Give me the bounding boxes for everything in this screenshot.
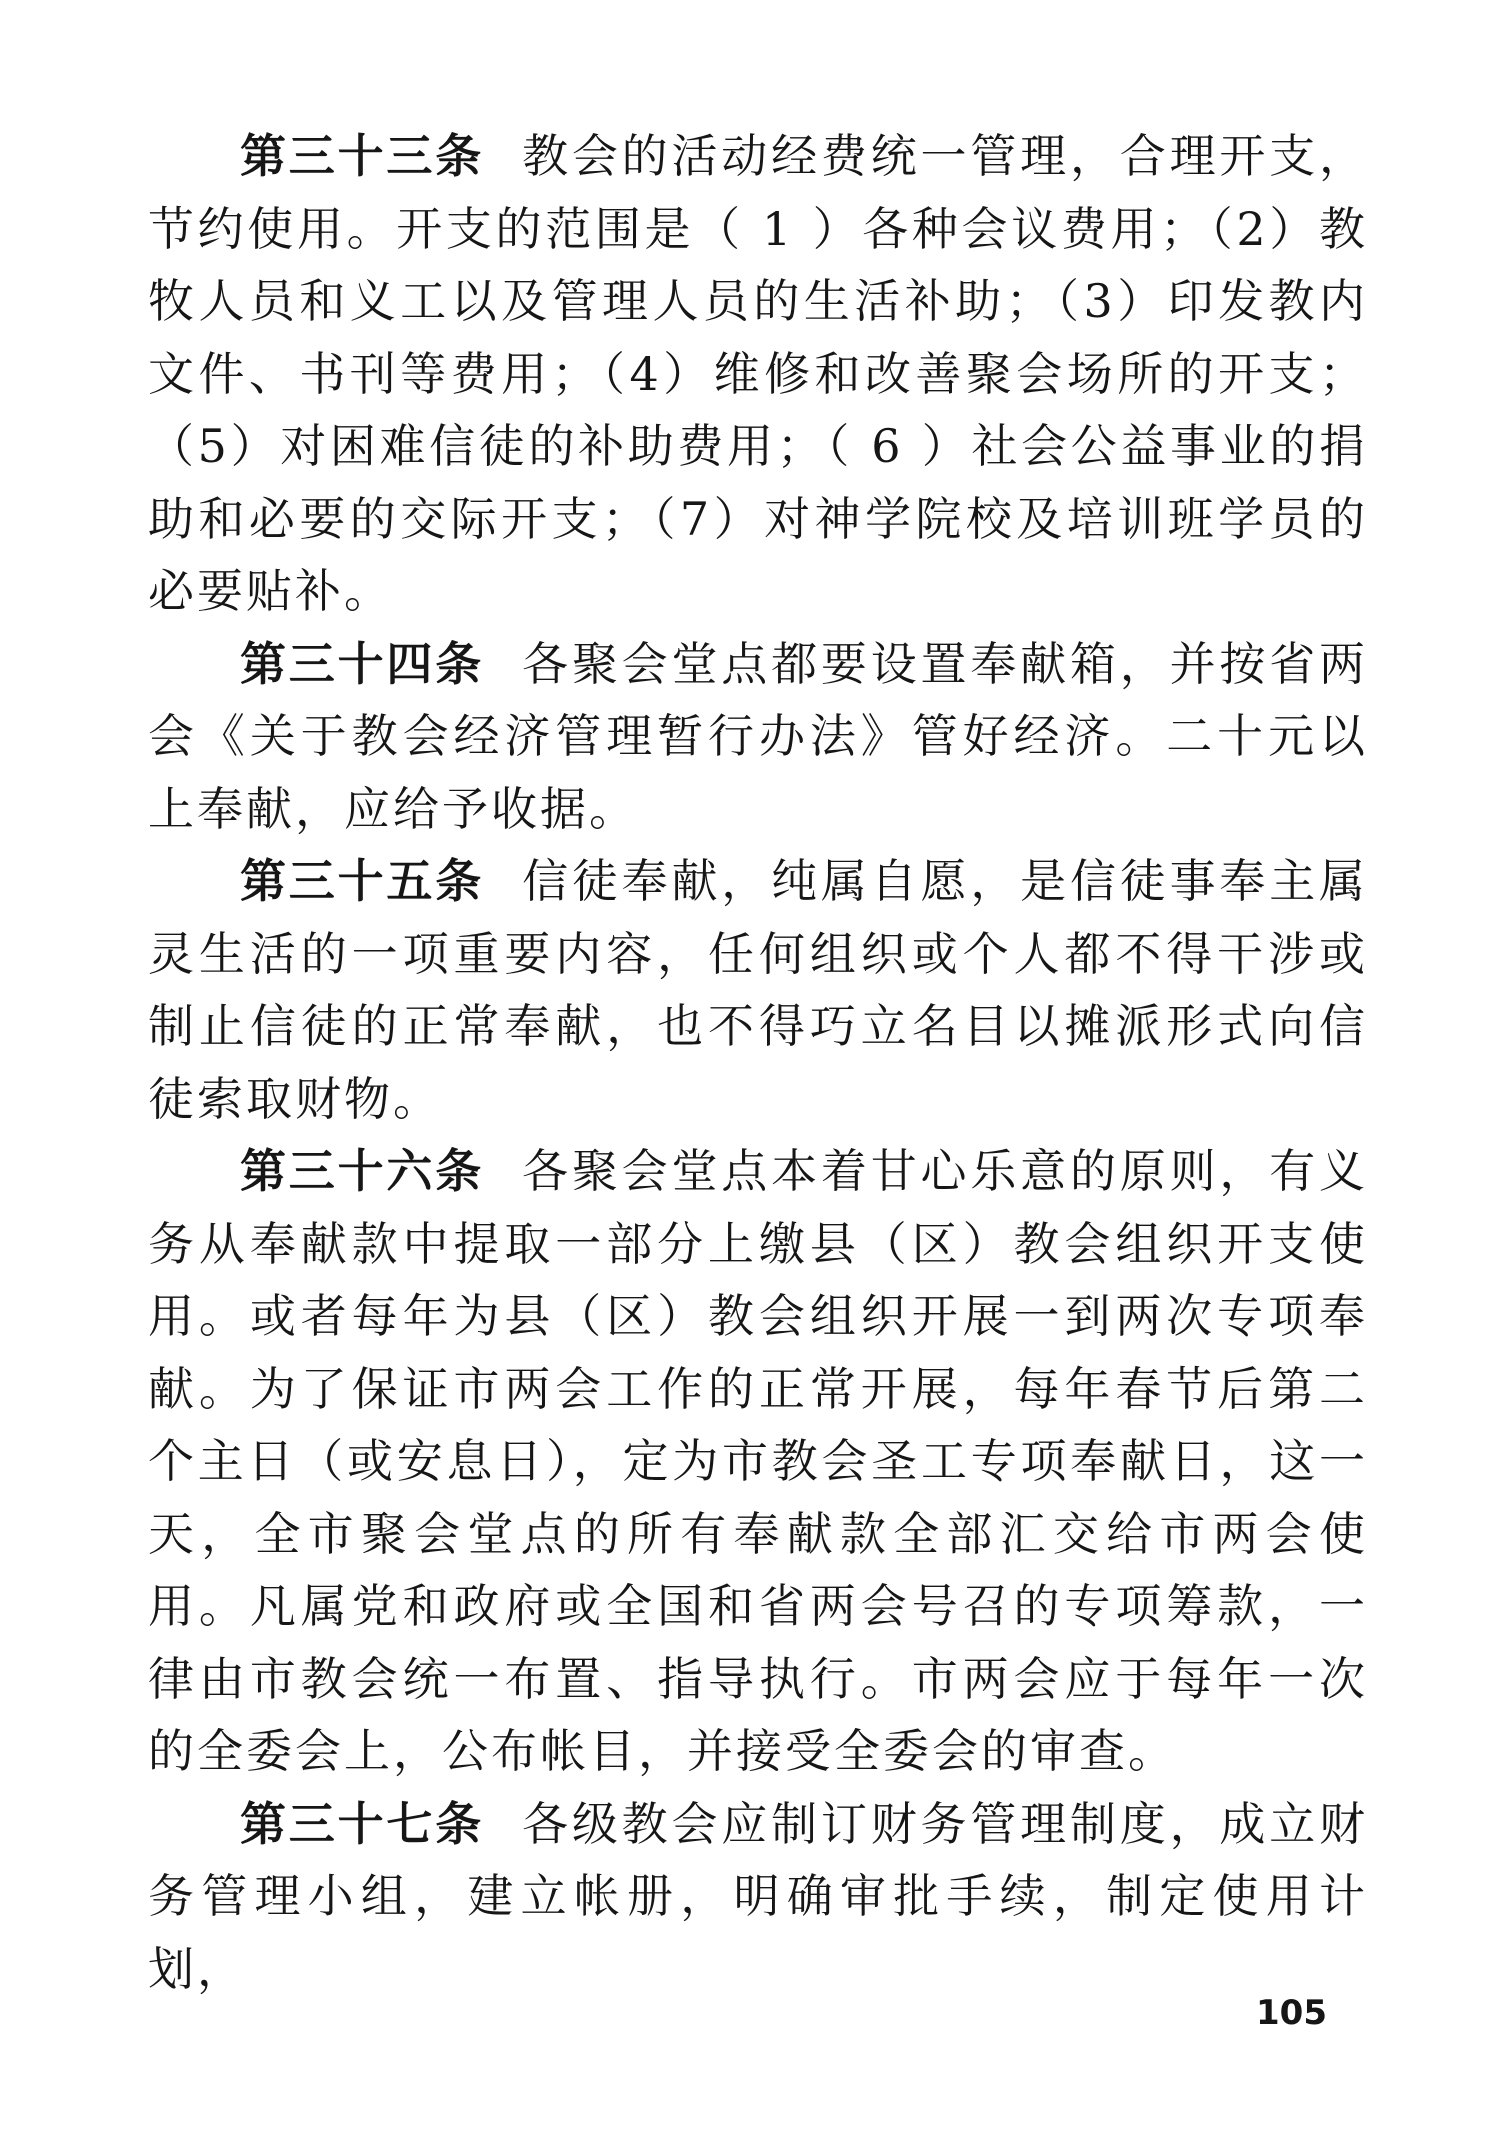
article-heading: 第三十五条 — [240, 854, 485, 908]
article-heading: 第三十六条 — [240, 1144, 485, 1198]
article-heading: 第三十四条 — [240, 636, 485, 691]
page-number: 105 — [1256, 1993, 1327, 2033]
article-body: 各级教会应制订财务管理制度，成立财务管理小组，建立帐册，明确审批手续，制定使用计划， — [148, 1796, 1369, 1996]
article-heading: 第三十三条 — [240, 129, 485, 183]
article-body: 信徒奉献，纯属自愿，是信徒事奉主属灵生活的一项重要内容，任何组织或个人都不得干涉或制止信徒的正常奉献，也不得巧立名目以摊派形式向信徒索取财物。 — [148, 854, 1369, 1126]
article-37 — [148, 1788, 1368, 2006]
article-body: 各聚会堂点都要设置奉献箱，并按省两会《关于教会经济管理暂行办法》管好经济。二十元以上奉献，应给予收据。 — [148, 636, 1369, 836]
article-body: 各聚会堂点本着甘心乐意的原则，有义务从奉献款中提取一部分上缴县（区）教会组织开支使用。或者每年为县（区）教会组织开展一到两次专项奉献。为了保证市两会工作的正常开展，每年春节后第二个主日（或安息日），定为市教会圣工专项奉献日，这一天，全市聚会堂点的所有奉献款全部汇交给市两会使用。凡属党和政府或全国和省两会号召的专项筹款，一律由市教会统一布置、指导执行。市两会应于每年一次的全委会上，公布帐目，并接受全委会的审查。 — [148, 1144, 1369, 1778]
article-36 — [148, 1135, 1368, 1788]
body-text — [148, 120, 1368, 2005]
article-35 — [148, 845, 1368, 1135]
article-33 — [148, 120, 1368, 628]
article-heading: 第三十七条 — [240, 1796, 485, 1851]
article-body: 教会的活动经费统一管理，合理开支，节约使用。开支的范围是（ 1 ）各种会议费用；（2）教牧人员和义工以及管理人员的生活补助；（3）印发教内文件、书刊等费用；（4）维修和改善聚会场所的开支；（5）对困难信徒的补助费用；（ 6 ）社会公益事业的捐助和必要的交际开支；（7）对神学院校及培训班学员的必要贴补。 — [148, 129, 1369, 618]
article-34 — [148, 628, 1368, 846]
